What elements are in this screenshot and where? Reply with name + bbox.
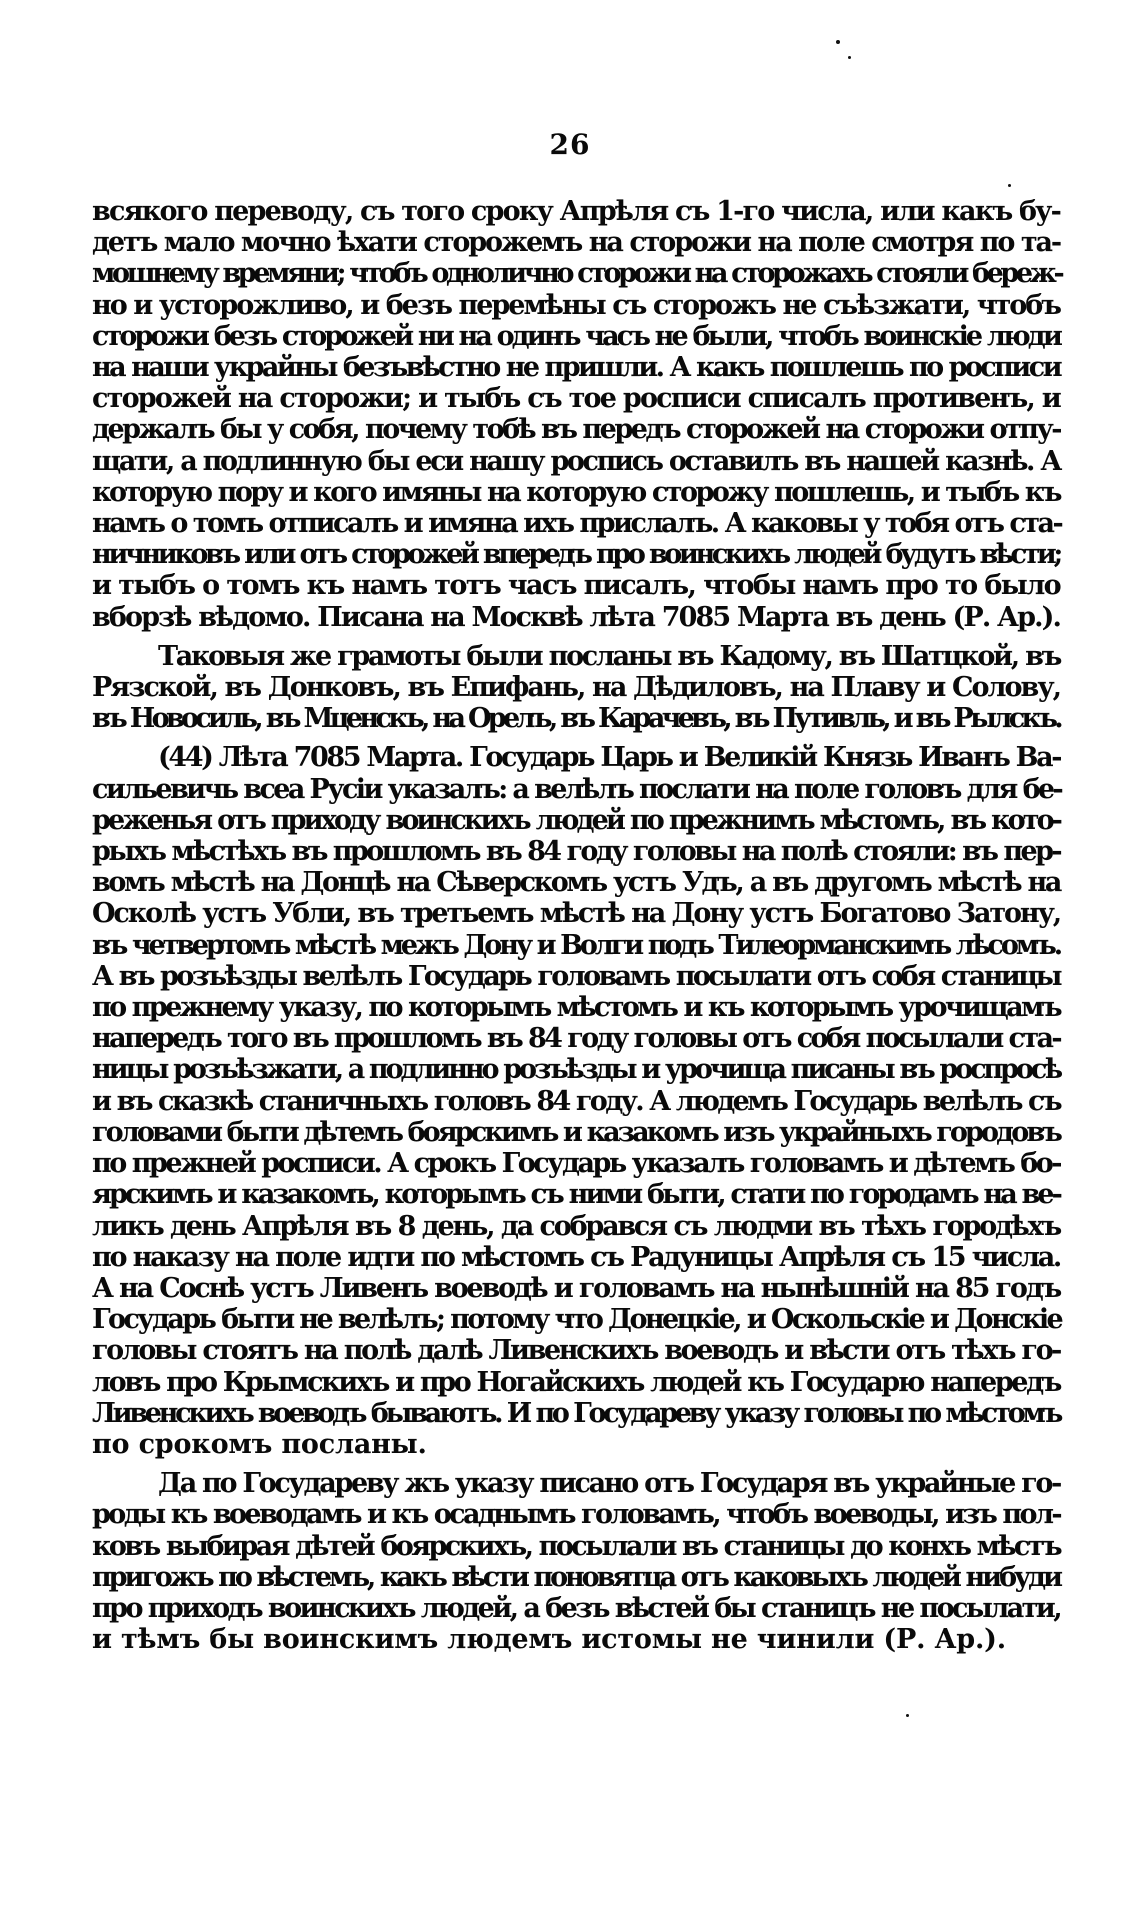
text-line: ловъ про Крымскихъ и про Ногайскихъ людей къ Государю напередъ xyxy=(92,1366,1060,1398)
text-line: вборзѣ вѣдомо. Писана на Москвѣ лѣта 7085 Марта въ день (Р. Ар.). xyxy=(92,601,1060,633)
text-line: реженья отъ приходу воинскихъ людей по прежнимъ мѣстомъ, въ кото- xyxy=(92,804,1060,836)
text-line: всякого переводу, съ того сроку Апрѣля съ 1-го числа, или какъ бу- xyxy=(92,196,1061,227)
scan-speck xyxy=(1008,184,1011,187)
text-line: держалъ бы у собя, почему тобѣ въ передъ сторожей на сторожи отпу- xyxy=(92,414,1060,446)
text-line: про приходъ воинскихъ людей, а безъ вѣстей бы станицъ не посылати, xyxy=(92,1592,1060,1624)
paragraph-4 xyxy=(92,1468,1060,1655)
text-line: намъ о томъ отписалъ и имяна ихъ прислалъ. А каковы у тобя отъ ста- xyxy=(92,508,1062,540)
text-line: Ливенскихъ воеводъ бываютъ. И по Государеву указу головы по мѣстомъ xyxy=(92,1397,1060,1429)
text-line: А въ розъѣзды велѣлъ Государь головамъ посылати отъ собя станицы xyxy=(92,960,1060,992)
text-line: мошнему времяни; чтобъ однолично сторожи на сторожахъ стояли береж- xyxy=(92,258,1062,290)
text-line: вомъ мѣстѣ на Донцѣ на Сѣверскомъ устъ Удъ, а въ другомъ мѣстѣ на xyxy=(92,867,1060,899)
text-line: Государь быти не велѣлъ; потому что Донецкіе, и Оскольскіе и Донскіе xyxy=(92,1304,1062,1336)
text-line: (44) Лѣта 7085 Марта. Государь Царь и Великій Князь Иванъ Ва- xyxy=(158,742,1060,774)
body-text xyxy=(92,196,1060,1663)
text-line: ницы розъѣзжати, а подлинно розъѣзды и урочища писаны въ роспросѣ xyxy=(92,1054,1060,1086)
text-line: головы стоятъ на полѣ далѣ Ливенскихъ воеводъ и вѣсти отъ тѣхъ го- xyxy=(92,1335,1060,1367)
text-line: сторожи безъ сторожей ни на одинъ часъ не были, чтобъ воинскіе люди xyxy=(92,320,1060,352)
text-line: ярскимъ и казакомъ, которымъ съ ними быти, стати по городамъ на ве- xyxy=(92,1179,1060,1211)
text-line: рыхъ мѣстѣхъ въ прошломъ въ 84 году головы на полѣ стояли: въ пер- xyxy=(92,836,1060,868)
text-line: ликъ день Апрѣля въ 8 день, да собрався съ людми въ тѣхъ городѣхъ xyxy=(92,1210,1060,1242)
scan-speck xyxy=(906,1714,909,1717)
paragraph-1 xyxy=(92,196,1060,633)
text-line: по срокомъ посланы. xyxy=(92,1428,427,1460)
text-line: и въ сказкѣ станичныхъ головъ 84 году. А людемъ Государь велѣлъ съ xyxy=(92,1085,1060,1117)
text-line: и тыбъ о томъ къ намъ тотъ часъ писалъ, чтобы намъ про то было xyxy=(92,570,1061,602)
text-line: ничниковъ или отъ сторожей впередъ про воинскихъ людей будутъ вѣсти; xyxy=(92,539,1060,571)
text-line: сторожей на сторожи; и тыбъ съ тое росписи списалъ противенъ, и xyxy=(92,383,1060,415)
text-line: детъ мало мочно ѣхати сторожемъ на сторожи на поле смотря по та- xyxy=(92,227,1060,259)
text-line: Таковыя же грамоты были посланы въ Кадому, въ Шатцкой, въ xyxy=(158,640,1060,672)
scan-speck xyxy=(836,40,840,44)
text-line: Осколѣ устъ Убли, въ третьемъ мѣстѣ на Дону устъ Богатово Затону, xyxy=(92,898,1061,930)
page-number: 26 xyxy=(549,128,591,161)
text-line: по прежней росписи. А срокъ Государь указалъ головамъ и дѣтемъ бо- xyxy=(92,1148,1060,1180)
text-line: Да по Государеву жъ указу писано отъ Государя въ украйные го- xyxy=(158,1468,1060,1500)
paragraph-2 xyxy=(92,641,1060,735)
text-line: сильевичь всеа Русіи указалъ: а велѣлъ послати на поле головъ для бе- xyxy=(92,773,1062,805)
text-line: и тѣмъ бы воинскимъ людемъ истомы не чинили (Р. Ар.). xyxy=(92,1624,1006,1656)
text-line: роды къ воеводамъ и къ осаднымъ головамъ, чтобъ воеводы, изъ пол- xyxy=(92,1499,1060,1531)
text-line: по прежнему указу, по которымъ мѣстомъ и къ которымъ урочищамъ xyxy=(92,992,1060,1024)
text-line: ковъ выбирая дѣтей боярскихъ, посылали въ станицы до конхъ мѣстъ xyxy=(92,1530,1060,1562)
text-line: по наказу на поле идти по мѣстомъ съ Радуницы Апрѣля съ 15 числа. xyxy=(92,1241,1060,1273)
text-line: въ Новосиль, въ Мценскъ, на Орелъ, въ Карачевъ, въ Путивль, и въ Рылскъ. xyxy=(92,703,1060,735)
paragraph-3 xyxy=(92,742,1060,1460)
text-line: головами быти дѣтемъ боярскимъ и казакомъ изъ украйныхъ городовъ xyxy=(92,1116,1060,1148)
text-line: которую пору и кого имяны на которую сторожу пошлешь, и тыбъ къ xyxy=(92,476,1060,508)
text-line: въ четвертомъ мѣстѣ межъ Дону и Волги подъ Тилеорманскимъ лѣсомъ. xyxy=(92,929,1060,961)
text-line: пригожъ по вѣстемъ, какъ вѣсти поновятца отъ каковыхъ людей нибуди xyxy=(92,1561,1060,1593)
scan-speck xyxy=(848,56,851,59)
text-line: Рязской, въ Донковъ, въ Епифань, на Дѣдиловъ, на Плаву и Солову, xyxy=(92,672,1060,704)
text-line: но и усторожливо, и безъ перемѣны съ сторожъ не съѣзжати, чтобъ xyxy=(92,289,1060,321)
text-line: напередъ того въ прошломъ въ 84 году головы отъ собя посылали ста- xyxy=(92,1023,1060,1055)
text-line: щати, а подлинную бы еси нашу роспись оставилъ въ нашей казнѣ. А xyxy=(92,445,1060,477)
text-line: на наши украйны безъвѣстно не пришли. А какъ пошлешь по росписи xyxy=(92,352,1060,384)
text-line: А на Соснѣ устъ Ливенъ воеводѣ и головамъ на нынѣшній на 85 годъ xyxy=(92,1272,1060,1304)
